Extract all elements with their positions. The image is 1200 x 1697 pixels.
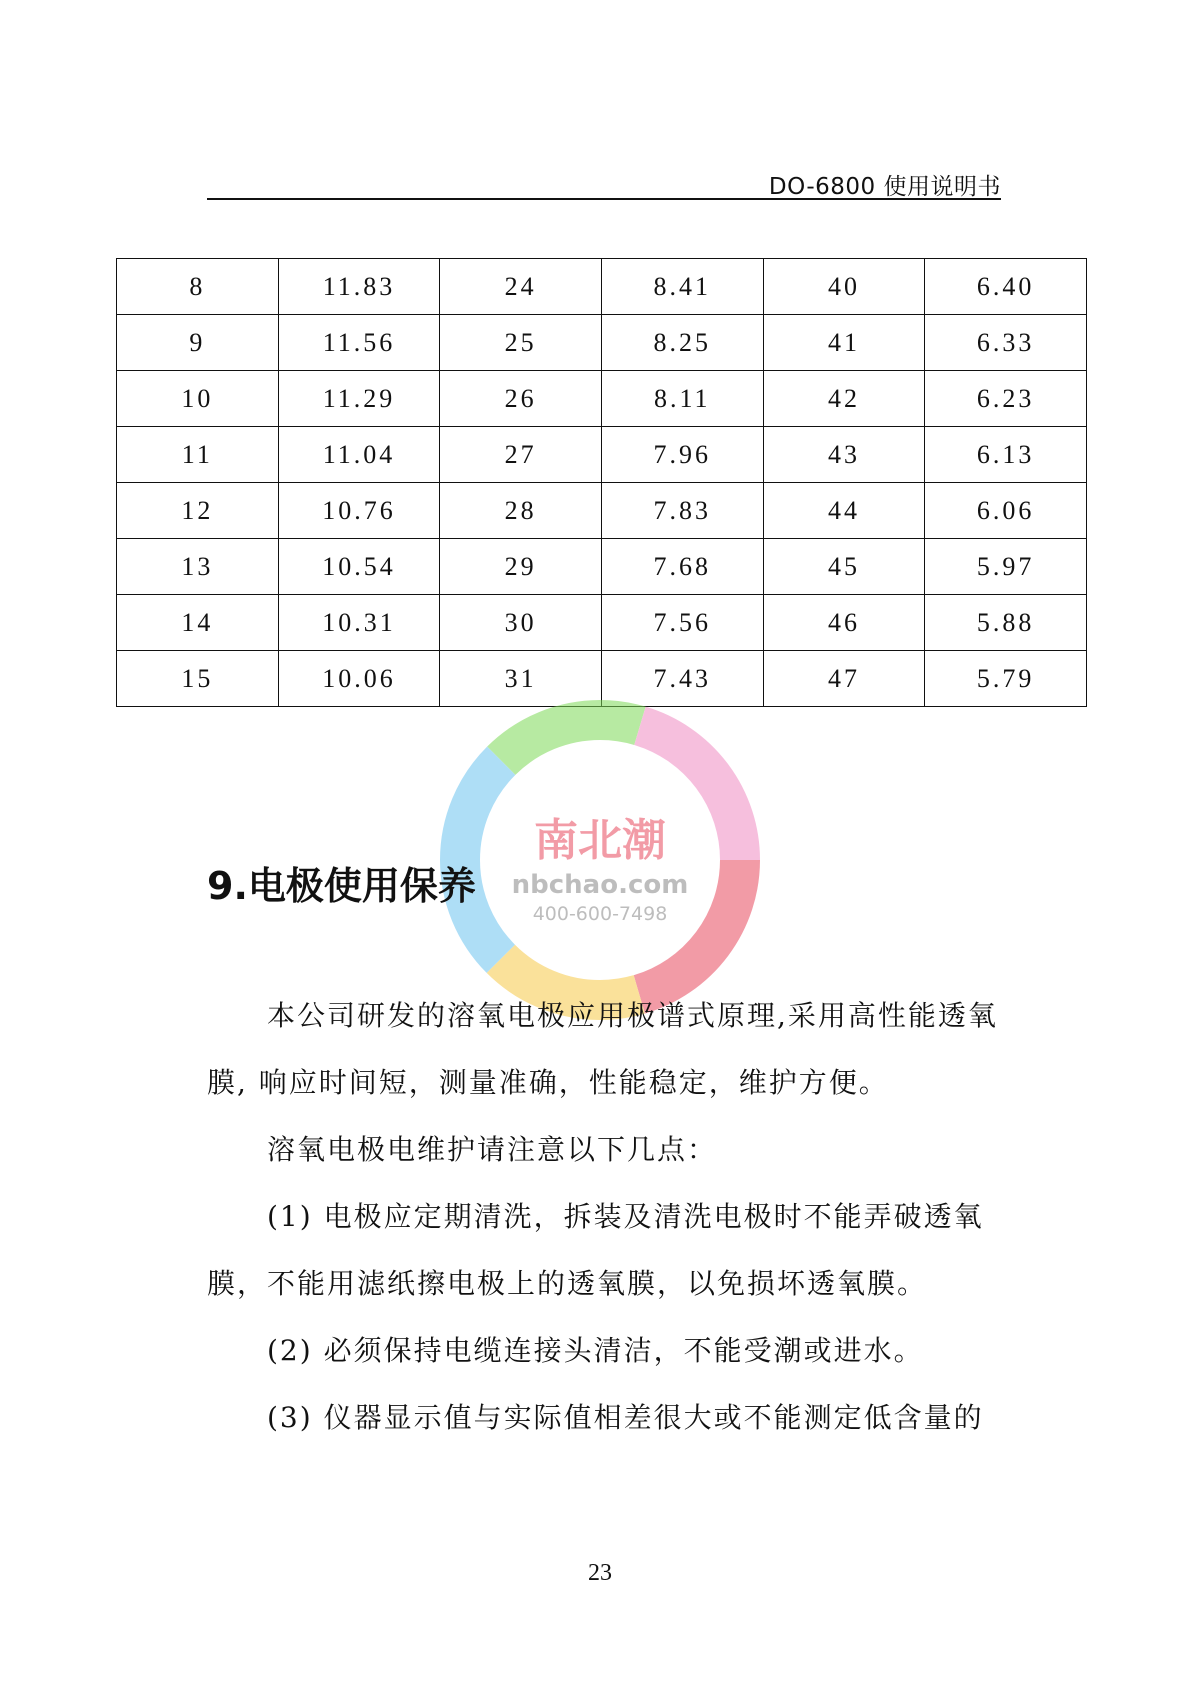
table-cell: 27: [440, 427, 602, 483]
table-cell: 5.97: [925, 539, 1087, 595]
table-cell: 6.13: [925, 427, 1087, 483]
table-cell: 6.40: [925, 259, 1087, 315]
table-cell: 14: [117, 595, 279, 651]
table-cell: 44: [763, 483, 925, 539]
body-paragraph: 溶氧电极电维护请注意以下几点：: [267, 1133, 718, 1166]
table-cell: 7.83: [601, 483, 763, 539]
table-cell: 10: [117, 371, 279, 427]
section-title: 9.电极使用保养: [207, 864, 476, 908]
table-cell: 7.68: [601, 539, 763, 595]
table-cell: 25: [440, 315, 602, 371]
solubility-table: [116, 258, 1087, 707]
table-cell: 42: [763, 371, 925, 427]
table-cell: 7.56: [601, 595, 763, 651]
table-cell: 11.83: [278, 259, 440, 315]
body-paragraph: (1) 电极应定期清洗，拆装及清洗电极时不能弄破透氧膜，不能用滤纸擦电极上的透氧膜，以免损坏透氧膜。: [207, 1200, 984, 1300]
table-cell: 47: [763, 651, 925, 707]
table-row: [117, 539, 1087, 595]
watermark-phone: 400-600-7498: [532, 903, 668, 925]
table-cell: 10.76: [278, 483, 440, 539]
table-cell: 10.06: [278, 651, 440, 707]
table-cell: 30: [440, 595, 602, 651]
header-title: DO-6800 使用说明书: [768, 174, 1001, 200]
table-cell: 41: [763, 315, 925, 371]
table-row: [117, 427, 1087, 483]
table-cell: 11.56: [278, 315, 440, 371]
table-cell: 5.88: [925, 595, 1087, 651]
watermark-domain: nbchao.com: [511, 870, 689, 900]
table-cell: 9: [117, 315, 279, 371]
table-cell: 10.54: [278, 539, 440, 595]
table-cell: 10.31: [278, 595, 440, 651]
table-cell: 6.06: [925, 483, 1087, 539]
body-paragraph: (3) 仪器显示值与实际值相差很大或不能测定低含量的: [267, 1401, 984, 1434]
table-cell: 6.23: [925, 371, 1087, 427]
page-header: [207, 168, 1001, 200]
table-cell: 43: [763, 427, 925, 483]
section-body: [207, 982, 1001, 1451]
table-cell: 26: [440, 371, 602, 427]
table-body: [117, 259, 1087, 707]
table-cell: 8.41: [601, 259, 763, 315]
table-cell: 31: [440, 651, 602, 707]
table-cell: 11: [117, 427, 279, 483]
page-number: 23: [588, 1560, 612, 1586]
table-cell: 7.96: [601, 427, 763, 483]
table-row: [117, 595, 1087, 651]
table-cell: 11.29: [278, 371, 440, 427]
table-cell: 8.25: [601, 315, 763, 371]
table-cell: 46: [763, 595, 925, 651]
table-cell: 12: [117, 483, 279, 539]
table-cell: 15: [117, 651, 279, 707]
table-row: [117, 483, 1087, 539]
body-paragraph: (2) 必须保持电缆连接头清洁，不能受潮或进水。: [267, 1334, 924, 1367]
table-row: [117, 315, 1087, 371]
table-cell: 13: [117, 539, 279, 595]
table-cell: 45: [763, 539, 925, 595]
table-cell: 29: [440, 539, 602, 595]
table-cell: 5.79: [925, 651, 1087, 707]
table-cell: 40: [763, 259, 925, 315]
table-cell: 24: [440, 259, 602, 315]
table-cell: 8: [117, 259, 279, 315]
table-cell: 11.04: [278, 427, 440, 483]
table-cell: 8.11: [601, 371, 763, 427]
watermark-brand: 南北潮: [534, 815, 666, 866]
table-cell: 28: [440, 483, 602, 539]
table-row: [117, 371, 1087, 427]
body-paragraph: 本公司研发的溶氧电极应用极谱式原理,采用高性能透氧膜, 响应时间短，测量准确，性能稳定，维护方便。: [207, 999, 998, 1099]
table-row: [117, 259, 1087, 315]
table-cell: 6.33: [925, 315, 1087, 371]
table-cell: 7.43: [601, 651, 763, 707]
